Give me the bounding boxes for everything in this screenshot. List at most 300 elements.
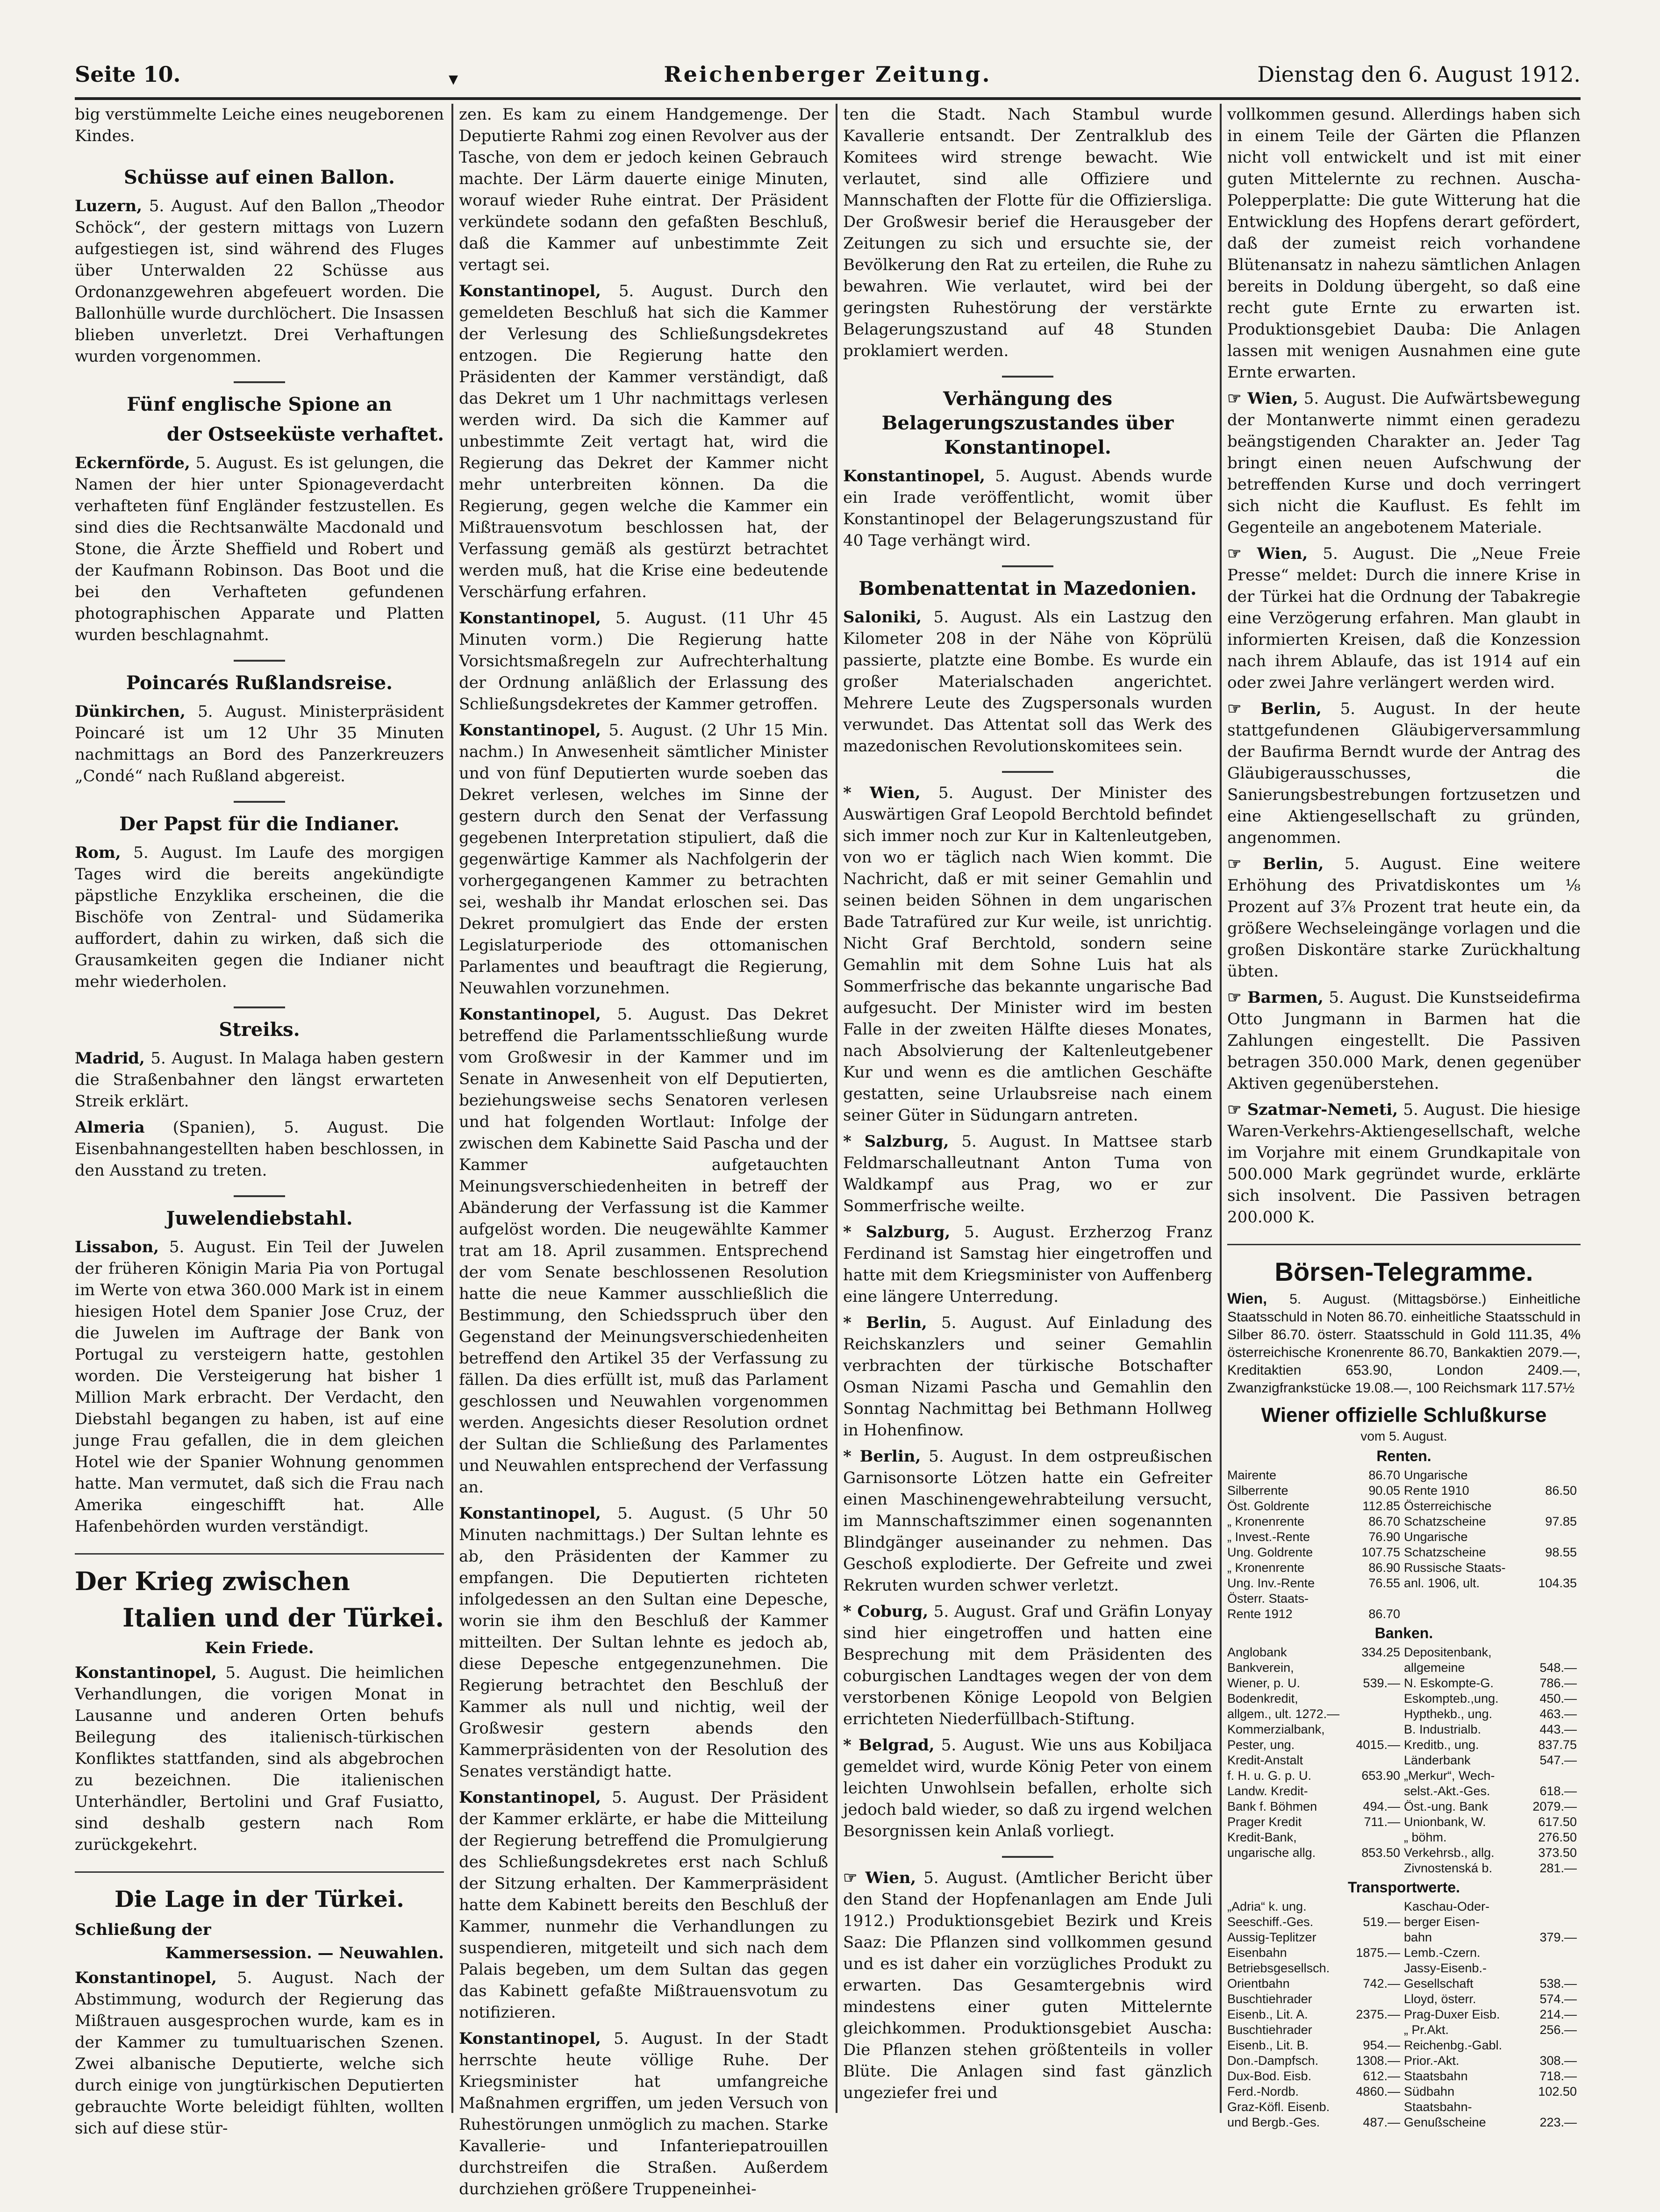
security-rate: 373.50: [1538, 1846, 1577, 1860]
security-name: Genußscheine: [1403, 2115, 1486, 2129]
quote-row: [1227, 1560, 1581, 1576]
article-text: (Spanien), 5. August. Die Eisenbahnangestellten haben beschlossen, in den Ausstand zu treten.: [75, 1118, 444, 1180]
security-name: berger Eisen-: [1403, 1915, 1480, 1929]
report-paragraph: [459, 1004, 828, 1498]
security-rate: 86.70: [1368, 1607, 1400, 1621]
continued-text: big verstümmelte Leiche eines neugeborenen Kindes.: [75, 105, 444, 145]
security-rate: [1529, 1961, 1581, 1976]
security-name: Orientbahn: [1227, 1977, 1290, 1991]
quote-row: [1227, 2007, 1581, 2022]
report-paragraph: [459, 720, 828, 999]
economy-item: [843, 1867, 1212, 2104]
security-name: Öst.-ung. Bank: [1403, 1799, 1488, 1813]
report-text: 5. August. (5 Uhr 50 Minuten nachmittags.) Der Sultan lehnte es ab, den Präsidenten der Kammer zu empfangen. Die Deputierten richteten infolgedessen an den Sultan eine Depesche, worin sie ihm den Beschluß der Kammer mitteilten. Der Sultan lehnte es jedoch ab, diese Depesche entgegenzunehmen. Die Regierung betrachtet den Beschluß der Kammer als null und nichtig, weil der Großwesir gestern abends den Kammerpräsidenten von der Resolution des Senates verständigt hatte.: [459, 1504, 828, 1781]
article-text: 5. August. In Malaga haben gestern die Straßenbahner den längst erwarteten Streik erklärt.: [75, 1049, 444, 1111]
dateline: Konstantinopel,: [459, 2029, 601, 2048]
dateline: Luzern,: [75, 197, 143, 215]
security-rate: [1529, 1560, 1581, 1576]
security-name: Ung. Goldrente: [1227, 1545, 1313, 1559]
article-balloon: [75, 195, 444, 367]
dateline: Saloniki,: [843, 608, 922, 627]
security-rate: 98.55: [1545, 1545, 1577, 1559]
article-jewel-theft: [75, 1236, 444, 1537]
security-name: selst.-Akt.-Ges.: [1403, 1784, 1490, 1798]
dateline: ☞ Berlin,: [1227, 699, 1322, 718]
news-text: 5. August. Der Minister des Auswärtigen Graf Leopold Berchtold befindet sich immer noch zur Kur in Kaltenleutgeben, von wo er täglich nach Wien kommt. Die Nachricht, daß er mit seiner Gemahlin und seinen beiden Söhnen in dem ungarischen Bade Tatrafüred zur Kur weile, ist unrichtig. Nicht Graf Berchtold, sondern seine Gemahlin mit dem Sohne Luis hat als Sommerfrische das bekannte ungarische Bad aufgesucht. Der Minister wird im besten Falle in der zweiten Hälfte dieses Monates, nach Absolvierung der Kaltenleutgebener Kur und wenn es die amtlichen Geschäfte gestatten, seine Urlaubsreise nach einem seiner Güter in Südungarn antreten.: [843, 784, 1212, 1125]
quote-row: [1227, 1498, 1581, 1514]
quote-row: [1227, 2022, 1581, 2038]
security-name: [1404, 1591, 1529, 1606]
news-item: [843, 1601, 1212, 1730]
columns: [75, 104, 1581, 2198]
quote-row: [1227, 2038, 1581, 2053]
security-name: Südbahn: [1403, 2084, 1455, 2098]
article-text: 5. August. Abends wurde ein Irade veröffentlicht, womit über Konstantinopel der Belagerungszustand für 40 Tage verhängt wird.: [843, 467, 1212, 550]
security-rate: 102.50: [1538, 2084, 1577, 2098]
security-rate: 1875.—: [1356, 1946, 1400, 1960]
quote-row: [1227, 1706, 1581, 1722]
separator: [234, 381, 285, 383]
news-text: 5. August. In dem ostpreußischen Garnisonsorte Lötzen hatte ein Gefreiter einen Maschinengewehrabteilung versucht, im Mannschaftszimmer einen sogenannten Blindgänger auseinander zu nehmen. Das Geschoß explodierte. Der Gefreite und zwei Rekruten wurden schwer verletzt.: [843, 1447, 1212, 1595]
subheadline-closure-2: Kammersession. — Neuwahlen.: [165, 1944, 444, 1962]
separator: [234, 1006, 285, 1008]
dateline: * Berlin,: [843, 1313, 927, 1332]
separator: [75, 1871, 444, 1873]
dateline: * Salzburg,: [843, 1132, 949, 1151]
quotes-table-transport: [1227, 1899, 1581, 2130]
separator: [1227, 1244, 1581, 1245]
security-name: Prag-Duxer Eisb.: [1403, 2007, 1500, 2021]
exchange-telegrams-text: [1227, 1290, 1581, 1397]
separator: [1002, 1856, 1053, 1858]
security-name: Schatzscheine: [1403, 1514, 1486, 1528]
quote-row: [1227, 1483, 1581, 1498]
security-rate: 853.50: [1361, 1846, 1400, 1860]
economy-item: [1227, 1099, 1581, 1228]
security-name: Verkehrsb., allg.: [1403, 1846, 1495, 1860]
report-paragraph: [459, 1787, 828, 2023]
dateline: ☞ Szatmar-Nemeti,: [1227, 1100, 1398, 1119]
article-text: 5. August. Ministerpräsident Poincaré ist um 12 Uhr 35 Minuten nachmittags an Bord des Panzerkreuzers „Condé“ nach Rußland abgereist.: [75, 702, 444, 785]
dateline: Almeria: [75, 1118, 145, 1137]
article-strikes-almeria: [75, 1117, 444, 1181]
security-rate: [1529, 1498, 1581, 1514]
security-rate: [1352, 2099, 1404, 2115]
security-rate: 4015.—: [1356, 1738, 1400, 1752]
section-title-transport: Transportwerte.: [1347, 1879, 1460, 1896]
economy-item: [1227, 388, 1581, 538]
security-rate: [1529, 1768, 1581, 1784]
security-name: Prager Kredit: [1227, 1815, 1302, 1829]
security-rate: 547.—: [1539, 1753, 1577, 1767]
security-name: Anglobank: [1227, 1645, 1287, 1659]
economy-text: 5. August. Die „Neue Freie Presse“ meldet: Durch die innere Krise in der Türkei hat die Ordnung der Tabakregie eine Verzögerung erfahren. Man glaubt in informierten Kreisen, daß die Konzession nach ihrem Ablaufe, das ist 1914 auf ein oder zwei Jahre verlängert werden wird.: [1227, 544, 1581, 692]
quote-row: [1227, 1691, 1581, 1706]
security-rate: 379.—: [1539, 1930, 1577, 1944]
dateline: * Berlin,: [843, 1447, 921, 1466]
dateline: * Coburg,: [843, 1602, 929, 1621]
news-item: [843, 1131, 1212, 1217]
security-name: Bodenkredit,: [1227, 1691, 1298, 1705]
dateline: * Belgrad,: [843, 1736, 935, 1755]
security-rate: 308.—: [1539, 2054, 1577, 2068]
closing-rates-date: vom 5. August.: [1360, 1429, 1447, 1443]
continued-text: ten die Stadt. Nach Stambul wurde Kavallerie entsandt. Der Zentralklub des Komitees wird strenge bewacht. Wie verlautet, sind alle Offiziere und Mannschaften der Flotte für die Offiziersliga. Der Großwesir berief die Herausgeber der Zeitungen zu sich und ersuchte sie, der Bevölkerung den Rat zu erteilen, die Ruhe zu bewahren. Wie verlautet, wird bei der geringsten Ruhestörung der verstärkte Belagerungszustand auf 48 Stunden proklamiert werden.: [843, 105, 1212, 360]
security-rate: [1529, 1899, 1581, 1914]
security-rate: 256.—: [1539, 2023, 1577, 2037]
quote-row: [1227, 1768, 1581, 1784]
telegram-date: 5. August. (Mittagsbörse.): [1289, 1292, 1487, 1307]
security-name: „Merkur“, Wech-: [1403, 1769, 1495, 1783]
headline-spies-1: Fünf englische Spione an: [127, 393, 392, 415]
quote-row: [1227, 1814, 1581, 1830]
news-item: [843, 782, 1212, 1126]
article-text: 5. August. Im Laufe des morgigen Tages wird die bereits angekündigte päpstliche Enzyklika erscheinen, die die Bischöfe von Zentral- und Südamerika auffordert, dahin zu wirken, daß sich die Grausamkeiten gegen die Indianer nicht mehr wiederholen.: [75, 843, 444, 991]
newspaper-title: Reichenberger Zeitung.: [664, 62, 992, 87]
article-text: 5. August. Auf den Ballon „Theodor Schöck“, der gestern mittags von Luzern aufgestiegen ist, sind während des Fluges über Unterwalden 22 Schüsse aus Ordonanzgewehren abgefeuert worden. Die Ballonhülle wurde durchlöchert. Die Insassen blieben unverletzt. Drei Verhaftungen wurden vorgenommen.: [75, 197, 444, 366]
security-rate: 281.—: [1539, 1861, 1577, 1875]
dateline: ☞ Wien,: [1227, 389, 1298, 408]
quote-row: [1227, 1529, 1581, 1545]
headline-war-2: Italien und der Türkei.: [122, 1603, 444, 1633]
quote-row: [1227, 1737, 1581, 1753]
quote-row: [1227, 1945, 1581, 1961]
security-name: „ Kronenrente: [1227, 1561, 1305, 1575]
quote-row: [1227, 1861, 1581, 1876]
security-name: Depositenbank,: [1403, 1645, 1492, 1659]
security-name: Dux-Bod. Eisb.: [1227, 2069, 1312, 2083]
dateline: Wien,: [1227, 1290, 1267, 1307]
quote-row: [1227, 1799, 1581, 1814]
security-name: Eisenbahn: [1227, 1946, 1287, 1960]
security-name: Graz-Köfl. Eisenb.: [1227, 2100, 1330, 2114]
security-name: Österreichische: [1403, 1499, 1492, 1513]
security-name: und Bergb.-Ges.: [1227, 2115, 1320, 2129]
security-name: Unionbank, W.: [1403, 1815, 1486, 1829]
economy-text: 5. August. (Amtlicher Bericht über den Stand der Hopfenanlagen am Ende Juli 1912.) Produktionsgebiet Bezirk und Kreis Saaz: Die Pflanzen sind vollkommen gesund und es ist daher ein vorzügliches Produkt zu erwarten. Das Gesamtergebnis wird mindestens einer guten Mittelernte gleichkommen. Produktionsgebiet Auscha: Die Pflanzen stehen größtenteils in voller Blüte. Die Anlagen sind fast gänzlich ungeziefer frei und: [843, 1869, 1212, 2102]
dateline: Konstantinopel,: [843, 467, 985, 485]
quote-row: [1227, 1468, 1581, 1483]
column-2: [459, 104, 828, 2198]
news-text: 5. August. In Mattsee starb Feldmarschalleutnant Anton Tuma von Waldkampf aus Prag, wo er zur Sommerfrische weilte.: [843, 1132, 1212, 1215]
news-text: 5. August. Auf Einladung des Reichskanzlers und seiner Gemahlin verbrachten der türkische Botschafter Osman Nizami Pascha und Gemahlin den Sonntag Nachmittag bei Bethmann Hollweg in Hohenfinow.: [843, 1313, 1212, 1440]
section-title-renten: Renten.: [1376, 1448, 1431, 1464]
article-text: 5. August. Es ist gelungen, die Namen der hier unter Spionageverdacht verhafteten fünf Engländer festzustellen. Es sind dies die Rechtsanwälte Macdonald und Stone, die Ärzte Sheffield und Robert und der Kaufmann Robinson. Das Boot und die bei den Verhafteten gefundenen photographischen Apparate und Platten wurden beschlagnahmt.: [75, 454, 444, 644]
section-title-banken: Banken.: [1374, 1625, 1433, 1641]
separator: [1002, 376, 1053, 378]
quote-row: [1227, 1645, 1581, 1660]
economy-item: [1227, 698, 1581, 849]
article-text: 5. August. Als ein Lastzug den Kilometer 208 in der Nähe von Köprülü passierte, platzte eine Bombe. Es wurde ein großer Materialschaden angerichtet. Mehrere Leute des Zugspersonals wurden verwundet. Das Attentat soll das Werk des mazedonischen Revolutionskomitees sein.: [843, 608, 1212, 756]
security-name: [1404, 1606, 1529, 1622]
security-rate: 112.85: [1362, 1499, 1400, 1513]
report-text: 5. August. (11 Uhr 45 Minuten vorm.) Die Regierung hatte Vorsichtsmaßregeln zur Aufrechterhaltung der Ordnung anläßlich der Erlassung des Schließungsdekretes der Kammer getroffen.: [459, 609, 828, 714]
column-4: [1227, 104, 1581, 2129]
dateline: ☞ Barmen,: [1227, 988, 1324, 1007]
security-rate: [1352, 1830, 1404, 1845]
security-rate: 539.—: [1363, 1676, 1400, 1690]
separator: [234, 801, 285, 803]
news-item: [843, 1734, 1212, 1842]
security-rate: [1529, 1529, 1581, 1545]
report-text: 5. August. In der Stadt herrschte heute völlige Ruhe. Der Kriegsminister hat umfangreiche Maßnahmen ergriffen, um jeden Versuch von Ruhestörungen unmöglich zu machen. Starke Kavallerie- und Infanteriepatrouillen durchstreifen die Straßen. Außerdem durchziehen größere Truppeneinhei-: [459, 2029, 828, 2198]
security-rate: [1352, 1660, 1404, 1676]
security-name: Buschtiehrader: [1227, 2023, 1312, 2037]
security-name: Eskompteb.,ung.: [1403, 1691, 1499, 1705]
headline-spies-2: der Ostseeküste verhaftet.: [166, 423, 444, 445]
quotes-table-banken: [1227, 1645, 1581, 1876]
news-text: 5. August. Erzherzog Franz Ferdinand ist Samstag hier eingetroffen und hatte mit dem Kriegsminister von Auffenberg eine längere Unterredung.: [843, 1223, 1213, 1306]
security-rate: 711.—: [1364, 1815, 1400, 1829]
article-text: 5. August. Ein Teil der Juwelen der früheren Königin Maria Pia von Portugal im Werte von etwa 360.000 Mark ist in einem hiesigen Hotel dem Spanier Jose Cruz, der die Juwelen im Auftrage der Bank von Portugal zu versteigern hatte, gestohlen worden. Die Versteigerung hat bisher 1 Million Mark erbracht. Der Verdacht, den Diebstahl begangen zu haben, ist auf eine junge Frau gefallen, die in dem gleichen Hotel wie der Spanier Wohnung genommen hatte. Man vermutet, daß sich die Frau nach Amerika eingeschifft hat. Alle Hafenbehörden wurden verständigt.: [75, 1238, 444, 1536]
security-name: [1227, 1861, 1352, 1876]
dateline: Konstantinopel,: [459, 721, 601, 740]
security-rate: [1352, 1784, 1404, 1799]
security-rate: 450.—: [1539, 1691, 1577, 1705]
security-name: Pester, ung.: [1227, 1738, 1295, 1752]
dateline: Dünkirchen,: [75, 702, 186, 721]
security-rate: [1529, 1468, 1581, 1483]
security-rate: 954.—: [1363, 2038, 1400, 2052]
security-name: bahn: [1403, 1930, 1432, 1944]
security-name: Wiener, p. U.: [1227, 1676, 1301, 1690]
security-name: Reichenbg.-Gabl.: [1403, 2038, 1503, 2052]
security-rate: [1352, 1899, 1404, 1914]
security-name: Ungarische: [1403, 1468, 1468, 1482]
article-turkey: [75, 1967, 444, 2139]
security-name: Kommerzialbank,: [1227, 1722, 1325, 1736]
security-rate: 107.75: [1361, 1545, 1400, 1559]
quote-row: [1227, 1753, 1581, 1768]
headline-siege: Verhängung des Belagerungszustandes über Konstantinopel.: [881, 388, 1174, 458]
security-rate: [1352, 1753, 1404, 1768]
security-name: Zivnostenská b.: [1403, 1861, 1493, 1875]
headline-war-1: Der Krieg zwischen: [75, 1566, 351, 1596]
security-rate: [1529, 1606, 1581, 1622]
security-rate: [1352, 1691, 1404, 1706]
report-paragraph: [459, 280, 828, 603]
report-paragraph: [459, 2028, 828, 2200]
quote-row: [1227, 1722, 1581, 1737]
news-item: [843, 1446, 1212, 1596]
security-name: Ungarische: [1403, 1530, 1468, 1544]
page-number: Seite 10.: [75, 62, 181, 87]
security-name: Hypthekb., ung.: [1403, 1707, 1493, 1721]
security-rate: [1352, 1722, 1404, 1737]
security-rate: 4860.—: [1356, 2084, 1400, 2098]
security-rate: 538.—: [1539, 1977, 1577, 1991]
security-name: Kredit-Anstalt: [1227, 1753, 1303, 1767]
security-name: Seeschiff.-Ges.: [1227, 1915, 1314, 1929]
article-strikes-madrid: [75, 1048, 444, 1112]
quote-row: [1227, 1845, 1581, 1861]
security-name: Aussig-Teplitzer: [1227, 1930, 1317, 1944]
quote-row: [1227, 1576, 1581, 1591]
quote-row: [1227, 1676, 1581, 1691]
security-name: Landw. Kredit-: [1227, 1784, 1308, 1798]
security-rate: [1529, 2038, 1581, 2053]
security-name: Prior.-Akt.: [1403, 2054, 1460, 2068]
security-rate: 519.—: [1363, 1915, 1400, 1929]
report-text: 5. August. Das Dekret betreffend die Parlamentsschließung wurde vom Großwesir in der Kammer und im Senate in Anwesenheit von elf Deputierten, beziehungsweise sechs Senatoren verlesen und hat folgenden Wortlaut: Infolge der zwischen dem Kabinette Said Pascha und der Kammer aufgetauchten Meinungsverschiedenheiten in betreff der Abänderung der Verfassung ist die Kammer aufgelöst worden. Die neugewählte Kammer trat am 18. April zusammen. Entsprechend der vom Senate beschlossenen Resolution hatte die neue Kammer ausschließlich die Bestimmung, den Schiedsspruch über den Gegenstand der Meinungsverschiedenheiten betreffend den Artikel 35 der Verfassung zu fällen. Da dies erfüllt ist, muß das Parlament geschlossen und Neuwahlen vorgenommen werden. Angesichts dieser Resolution ordnet der Sultan die Schließung des Parlamentes und Neuwahlen entsprechend der Verfassung an.: [459, 1005, 828, 1497]
headline-bomb: Bombenattentat in Mazedonien.: [859, 578, 1197, 599]
article-siege: [843, 465, 1212, 551]
closing-rates-title: Wiener offizielle Schlußkurse: [1261, 1404, 1547, 1427]
quote-row: [1227, 2084, 1581, 2099]
security-name: Betriebsgesellsch.: [1227, 1961, 1330, 1975]
security-name: Gesellschaft: [1403, 1977, 1474, 1991]
news-text: 5. August. Graf und Gräfin Lonyay sind hier eingetroffen und hatten eine Besprechung mit dem Präsidenten des coburgischen Landtages wegen der von dem verstorbenen Könige Leopold von Belgien errichteten Niederfüllbach-Stiftung.: [843, 1602, 1212, 1728]
article-bomb: [843, 607, 1212, 757]
report-paragraph: [459, 1503, 828, 1782]
security-name: Schatzscheine: [1403, 1545, 1486, 1559]
quote-row: [1227, 1899, 1581, 1914]
security-rate: 742.—: [1363, 1977, 1400, 1991]
security-name: allgem., ult. 1272.—: [1227, 1707, 1340, 1721]
column-rule: [1220, 104, 1222, 2113]
security-rate: 76.90: [1368, 1530, 1400, 1544]
fold-marker: ▾: [449, 68, 458, 90]
column-1: [75, 104, 444, 2138]
column-rule: [451, 104, 453, 2113]
security-rate: 718.—: [1539, 2069, 1577, 2083]
security-name: Kaschau-Oder-: [1403, 1899, 1490, 1913]
news-item: [843, 1312, 1212, 1441]
article-poincare: [75, 701, 444, 787]
article-text: 5. August. Nach der Abstimmung, wodurch der Regierung das Mißtrauen ausgesprochen wurde, kam es in der Kammer zu tumultuarischen Szenen. Zwei albanische Deputierte, welche sich durch einige von jungtürkischen Deputierten gebrauchte Worte beleidigt fühlten, wollten sich auf diese stür-: [75, 1969, 444, 2138]
security-name: Ung. Inv.-Rente: [1227, 1576, 1315, 1590]
security-rate: [1529, 2099, 1581, 2115]
economy-text: 5. August. Die Kunstseidefirma Otto Jungmann in Barmen hat die Zahlungen eingestellt. Die Passiven betragen 350.000 Mark, denen gegenüber Aktiven gegenüberstehen.: [1227, 988, 1581, 1093]
security-name: Buschtiehrader: [1227, 1992, 1312, 2006]
security-rate: [1352, 1991, 1404, 2007]
subheadline-no-peace: Kein Friede.: [205, 1639, 314, 1657]
security-rate: 76.55: [1368, 1576, 1400, 1590]
headline-pope: Der Papst für die Indianer.: [119, 813, 400, 835]
security-rate: [1352, 1961, 1404, 1976]
security-name: „ Pr.Akt.: [1403, 2023, 1449, 2037]
headline-balloon: Schüsse auf einen Ballon.: [124, 166, 395, 188]
security-rate: 574.—: [1539, 1992, 1577, 2006]
quote-row: [1227, 1961, 1581, 1976]
security-name: Rente 1910: [1403, 1484, 1469, 1498]
separator: [234, 1195, 285, 1197]
security-name: „ Kronenrente: [1227, 1514, 1305, 1528]
quote-row: [1227, 2115, 1581, 2130]
report-text: 5. August. Durch den gemeldeten Beschluß hat sich die Kammer der Verlesung des Schließungsdekretes entzogen. Die Regierung hatte den Präsidenten der Kammer verständigt, daß das Dekret um 1 Uhr nachmittags verlesen werden wird. Da sich die Kammer auf unbestimmte Zeit vertagt hat, wird die Regierung das Dekret der Kammer nicht mehr unterbreiten können. Da die Regierung, gegen welche die Kammer ein Mißtrauensvotum beschlossen hat, der Verfassung gemäß als gestürzt betrachtet werden muß, hat die Krise eine bedeutende Verschärfung erfahren.: [459, 282, 828, 601]
security-rate: [1529, 1591, 1581, 1606]
quote-row: [1227, 1914, 1581, 1930]
separator: [1002, 771, 1053, 773]
headline-turkey: Die Lage in der Türkei.: [114, 1886, 404, 1912]
quote-row: [1227, 1976, 1581, 1991]
security-name: Silberrente: [1227, 1484, 1288, 1498]
dateline: Konstantinopel,: [75, 1969, 217, 1987]
security-rate: 86.70: [1368, 1514, 1400, 1528]
security-rate: 334.25: [1361, 1645, 1400, 1659]
economy-item: [1227, 987, 1581, 1094]
quotes-table-renten: [1227, 1468, 1581, 1622]
security-name: Kreditb., ung.: [1403, 1738, 1479, 1752]
separator: [234, 660, 285, 662]
dateline: ☞ Berlin,: [1227, 855, 1324, 873]
security-name: Jassy-Eisenb.-: [1403, 1961, 1487, 1975]
report-paragraph: [459, 607, 828, 715]
quote-row: [1227, 2053, 1581, 2069]
economy-text: 5. August. Eine weitere Erhöhung des Privatdiskontes um ⅛ Prozent auf 3⅞ Prozent trat heute ein, da größere Wechseleingänge vorlagen und die großen Diskontäre starke Zurückhaltung übten.: [1227, 855, 1581, 981]
economy-item: [1227, 853, 1581, 982]
security-name: ungarische allg.: [1227, 1846, 1316, 1860]
dateline: * Wien,: [843, 784, 921, 802]
security-rate: 214.—: [1539, 2007, 1577, 2021]
security-rate: [1352, 1861, 1404, 1876]
security-rate: 617.50: [1538, 1815, 1577, 1829]
security-rate: 487.—: [1363, 2115, 1400, 2129]
quote-row: [1227, 1591, 1581, 1606]
economy-text: 5. August. In der heute stattgefundenen Gläubigerversammlung der Baufirma Berndt wurde der Antrag des Gläubigerausschusses, die Sanierungsbestrebungen fortzusetzen und eine Aktiengesellschaft zu gründen, angenommen.: [1227, 699, 1581, 847]
security-name: Öst. Goldrente: [1227, 1499, 1309, 1513]
article-war: [75, 1662, 444, 1855]
quote-row: [1227, 1991, 1581, 2007]
dateline: Konstantinopel,: [459, 609, 601, 628]
continued-text: zen. Es kam zu einem Handgemenge. Der Deputierte Rahmi zog einen Revolver aus der Tasche, von dem er jedoch keinen Gebrauch machte. Der Lärm dauerte einige Minuten, worauf wieder Ruhe eintrat. Der Präsident verkündete sodann den gefaßten Beschluß, daß die Kammer auf unbestimmte Zeit vertagt sei.: [459, 105, 828, 274]
security-rate: 837.75: [1538, 1738, 1577, 1752]
security-name: Österr. Staats-: [1227, 1591, 1309, 1605]
security-name: Staatsbahn: [1403, 2069, 1468, 2083]
quote-row: [1227, 1930, 1581, 1945]
news-item: [843, 1221, 1212, 1307]
page-header: [75, 55, 1581, 100]
security-name: Mairente: [1227, 1468, 1277, 1482]
dateline: Rom,: [75, 843, 121, 862]
security-rate: [1352, 2022, 1404, 2038]
security-rate: 786.—: [1539, 1676, 1577, 1690]
security-rate: 86.50: [1545, 1484, 1577, 1498]
headline-poincare: Poincarés Rußlandsreise.: [126, 672, 393, 694]
column-3: [843, 104, 1212, 2113]
dateline: ☞ Wien,: [843, 1869, 916, 1887]
economy-text: 5. August. Die Aufwärtsbewegung der Montanwerte nimmt einen geradezu beängstigenden Charakter an. Jeder Tag bringt einen neuen Aufschwung der betreffenden Kurse und doch verringert sich nicht die Kauflust. Es fehlt im Gegenteile an angebotenem Materiale.: [1227, 389, 1581, 537]
headline-strikes: Streiks.: [219, 1019, 300, 1041]
security-name: Kredit-Bank,: [1227, 1830, 1297, 1844]
security-name: „ böhm.: [1403, 1830, 1447, 1844]
quote-row: [1227, 1545, 1581, 1560]
security-name: Bankverein,: [1227, 1661, 1294, 1675]
security-name: Ferd.-Nordb.: [1227, 2084, 1299, 2098]
security-name: Bank f. Böhmen: [1227, 1799, 1317, 1813]
dateline: Lissabon,: [75, 1238, 159, 1256]
security-rate: [1529, 1945, 1581, 1961]
economy-item: [1227, 543, 1581, 693]
security-rate: 653.90: [1361, 1769, 1400, 1783]
security-rate: 2079.—: [1532, 1799, 1577, 1813]
dateline: ☞ Wien,: [1227, 544, 1308, 563]
security-rate: [1352, 1591, 1404, 1606]
security-name: Don.-Dampfsch.: [1227, 2054, 1319, 2068]
security-rate: 494.—: [1363, 1799, 1400, 1813]
security-name: f. H. u. G. p. U.: [1227, 1769, 1312, 1783]
security-name: Lloyd, österr.: [1403, 1992, 1476, 2006]
issue-date: Dienstag den 6. August 1912.: [1257, 62, 1581, 87]
security-rate: 2375.—: [1356, 2007, 1400, 2021]
security-rate: 86.70: [1368, 1468, 1400, 1482]
security-rate: 443.—: [1539, 1722, 1577, 1736]
headline-jewel-theft: Juwelendiebstahl.: [166, 1207, 353, 1229]
quote-row: [1227, 2069, 1581, 2084]
security-rate: 548.—: [1539, 1661, 1577, 1675]
security-rate: [1352, 1930, 1404, 1945]
security-rate: [1529, 1914, 1581, 1930]
